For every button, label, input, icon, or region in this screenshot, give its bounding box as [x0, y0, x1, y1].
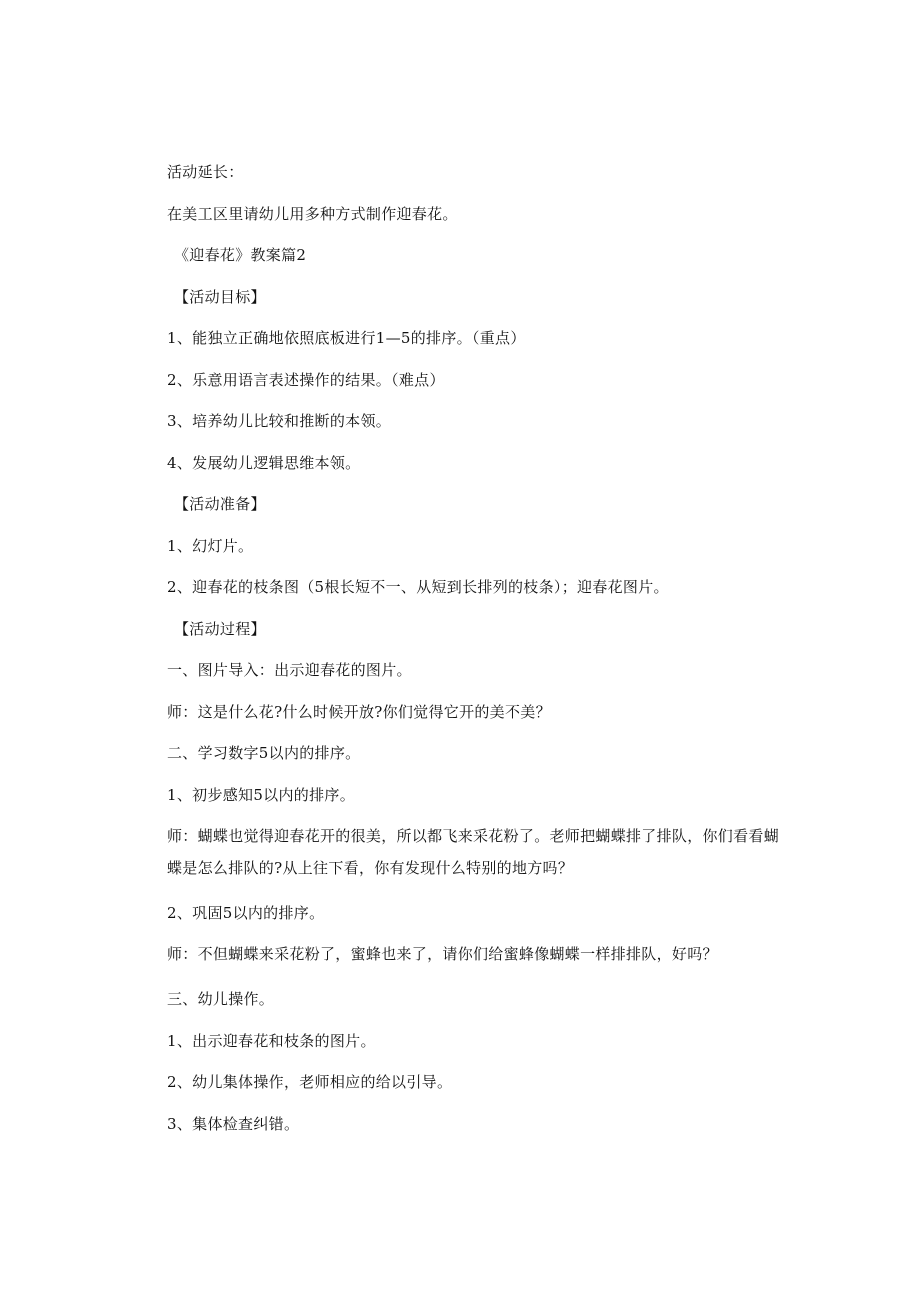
goal-item-4: 4、发展幼儿逻辑思维本领。 — [167, 454, 361, 472]
goal-item-2: 2、乐意用语言表述操作的结果。（难点） — [167, 371, 445, 389]
process-substep-2-2: 2、巩固5以内的排序。 — [167, 904, 325, 922]
teacher-speech-bees: 师：不但蝴蝶来采花粉了，蜜蜂也来了，请你们给蜜蜂像蝴蝶一样排排队，好吗？ — [167, 945, 718, 963]
process-step-1: 一、图片导入：出示迎春花的图片。 — [167, 661, 412, 679]
heading-activity-extension: 活动延长： — [167, 163, 244, 181]
process-step-2: 二、学习数字5以内的排序。 — [167, 744, 361, 762]
section-heading-goals: 【活动目标】 — [174, 288, 266, 306]
preparation-item-1: 1、幻灯片。 — [167, 537, 254, 555]
goal-item-3: 3、培养幼儿比较和推断的本领。 — [167, 412, 392, 430]
preparation-item-2: 2、迎春花的枝条图（5根长短不一、从短到长排列的枝条）；迎春花图片。 — [167, 578, 669, 596]
operation-item-1: 1、出示迎春花和枝条的图片。 — [167, 1032, 376, 1050]
section-heading-preparation: 【活动准备】 — [174, 495, 266, 513]
teacher-speech-butterflies: 师：蝴蝶也觉得迎春花开的很美，所以都飞来采花粉了。老师把蝴蝶排了排队，你们看看蝴蝶是怎么排队的?从上往下看，你有发现什么特别的地方吗？ — [167, 827, 780, 877]
operation-item-3: 3、集体检查纠错。 — [167, 1115, 300, 1133]
process-substep-2-1: 1、初步感知5以内的排序。 — [167, 786, 355, 804]
process-step-3: 三、幼儿操作。 — [167, 990, 275, 1008]
operation-item-2: 2、幼儿集体操作，老师相应的给以引导。 — [167, 1073, 453, 1091]
teacher-question-1: 师：这是什么花?什么时候开放?你们觉得它开的美不美？ — [167, 703, 551, 721]
section-heading-process: 【活动过程】 — [174, 620, 266, 638]
goal-item-1: 1、能独立正确地依照底板进行1—5的排序。（重点） — [167, 329, 526, 347]
lesson-title: 《迎春花》教案篇2 — [174, 246, 307, 264]
paragraph-extension-detail: 在美工区里请幼儿用多种方式制作迎春花。 — [167, 205, 458, 223]
